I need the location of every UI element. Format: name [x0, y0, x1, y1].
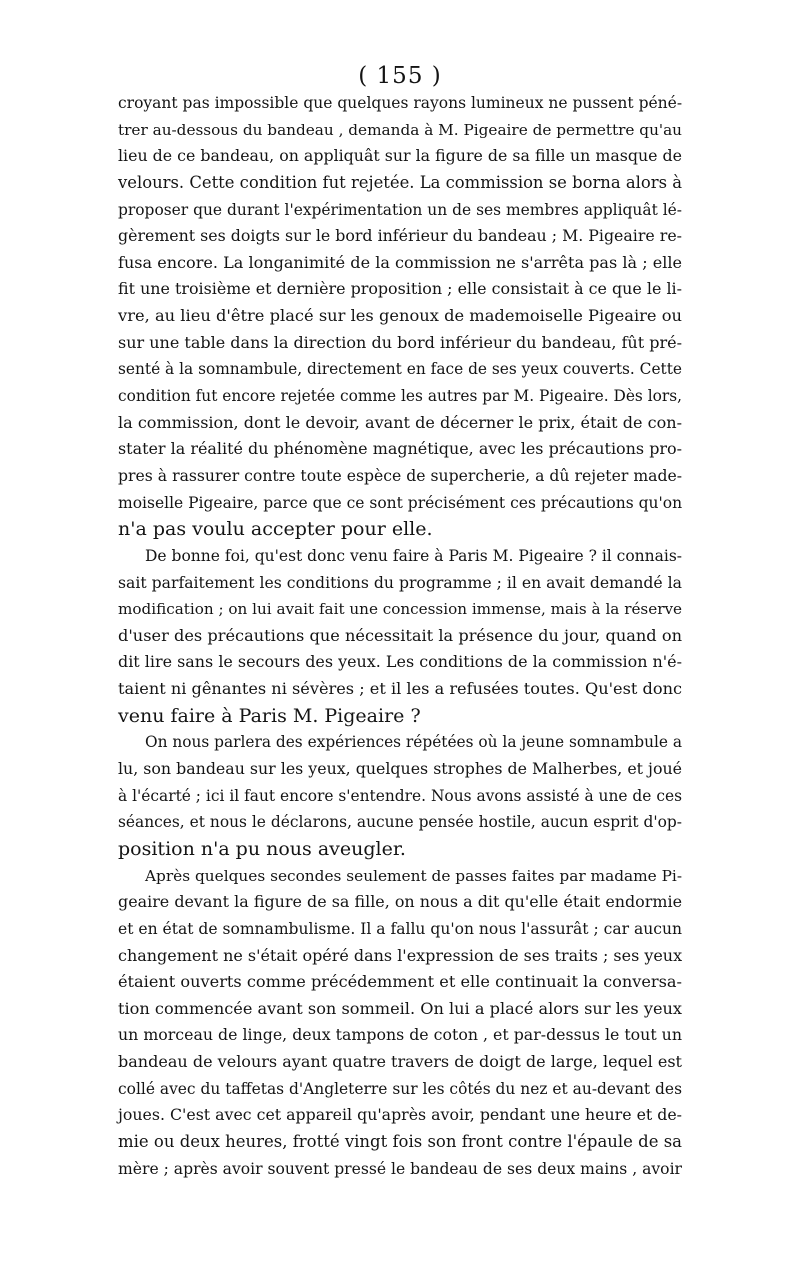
text-line: changement ne s'était opéré dans l'expression de ses traits ; ses yeux: [118, 945, 683, 965]
text-line: fusa encore. La longanimité de la commission ne s'arrêta pas là ; elle: [118, 252, 682, 272]
text-line: un morceau de linge, deux tampons de coton , et par-dessus le tout un: [118, 1025, 682, 1045]
body-text: [118, 90, 682, 1182]
text-line: lu, son bandeau sur les yeux, quelques strophes de Malherbes, et joué: [118, 759, 682, 779]
text-line: croyant pas impossible que quelques rayons lumineux ne pussent péné-: [118, 94, 683, 112]
text-line: senté à la somnambule, directement en face de ses yeux couverts. Cette: [118, 360, 682, 379]
text-line: lieu de ce bandeau, on appliquât sur la figure de sa fille un masque de: [118, 146, 682, 166]
page-number: ( 155 ): [358, 63, 442, 89]
paragraph: [118, 863, 682, 1183]
text-line: et en état de somnambulisme. Il a fallu qu'on nous l'assurât ; car aucun: [118, 919, 682, 938]
text-line: à l'écarté ; ici il faut encore s'entendre. Nous avons assisté à une de ces: [118, 786, 682, 805]
text-line: pres à rassurer contre toute espèce de supercherie, a dû rejeter made-: [118, 465, 682, 485]
text-line: proposer que durant l'expérimentation un de ses membres appliquât lé-: [118, 200, 682, 219]
paragraph: [118, 90, 682, 543]
text-line: mie ou deux heures, frotté vingt fois son front contre l'épaule de sa: [118, 1131, 682, 1151]
text-line: vre, au lieu d'être placé sur les genoux de mademoiselle Pigeaire ou: [118, 306, 682, 326]
text-line: stater la réalité du phénomène magnétique, avec les précautions pro-: [118, 439, 682, 459]
text-line: tion commencée avant son sommeil. On lui a placé alors sur les yeux: [118, 998, 682, 1018]
text-line: moiselle Pigeaire, parce que ce sont précisément ces précautions qu'on: [118, 493, 683, 512]
paragraph: [118, 543, 682, 729]
text-line: modification ; on lui avait fait une concession immense, mais à la réserve: [118, 600, 682, 619]
text-line: sur une table dans la direction du bord inférieur du bandeau, fût pré-: [118, 332, 682, 352]
text-line: gèrement ses doigts sur le bord inférieur du bandeau ; M. Pigeaire re-: [118, 226, 682, 246]
text-line: trer au-dessous du bandeau , demanda à M. Pigeaire de permettre qu'au: [118, 120, 682, 139]
text-line: sait parfaitement les conditions du programme ; il en avait demandé la: [118, 572, 682, 592]
text-line: velours. Cette condition fut rejetée. La commission se borna alors à: [118, 172, 682, 192]
text-line: position n'a pu nous aveugler.: [118, 837, 406, 860]
text-line: taient ni gênantes ni sévères ; et il les a refusées toutes. Qu'est donc: [118, 679, 682, 699]
text-line: venu faire à Paris M. Pigeaire ?: [118, 704, 421, 727]
text-line: geaire devant la figure de sa fille, on nous a dit qu'elle était endormie: [118, 892, 682, 912]
text-line: séances, et nous le déclarons, aucune pensée hostile, aucun esprit d'op-: [118, 813, 682, 832]
text-line: De bonne foi, qu'est donc venu faire à Paris M. Pigeaire ? il connais-: [145, 546, 683, 565]
text-line: joues. C'est avec cet appareil qu'après avoir, pendant une heure et de-: [118, 1105, 682, 1125]
text-line: bandeau de velours ayant quatre travers de doigt de large, lequel est: [118, 1052, 682, 1072]
text-line: collé avec du taffetas d'Angleterre sur les côtés du nez et au-devant des: [118, 1079, 682, 1098]
paragraph: [118, 729, 682, 862]
text-line: On nous parlera des expériences répétées où la jeune somnambule a: [145, 733, 683, 752]
text-line: dit lire sans le secours des yeux. Les conditions de la commission n'é-: [118, 652, 682, 672]
text-line: condition fut encore rejetée comme les autres par M. Pigeaire. Dès lors,: [118, 387, 682, 406]
text-line: Après quelques secondes seulement de passes faites par madame Pi-: [145, 866, 682, 885]
text-line: fit une troisième et dernière proposition ; elle consistait à ce que le li-: [118, 279, 682, 299]
text-line: la commission, dont le devoir, avant de décerner le prix, était de con-: [118, 412, 682, 432]
text-line: n'a pas voulu accepter pour elle.: [118, 518, 433, 541]
text-line: mère ; après avoir souvent pressé le bandeau de ses deux mains , avoir: [118, 1159, 682, 1178]
text-line: étaient ouverts comme précédemment et elle continuait la conversa-: [118, 972, 682, 992]
text-line: d'user des précautions que nécessitait la présence du jour, quand on: [118, 625, 682, 645]
